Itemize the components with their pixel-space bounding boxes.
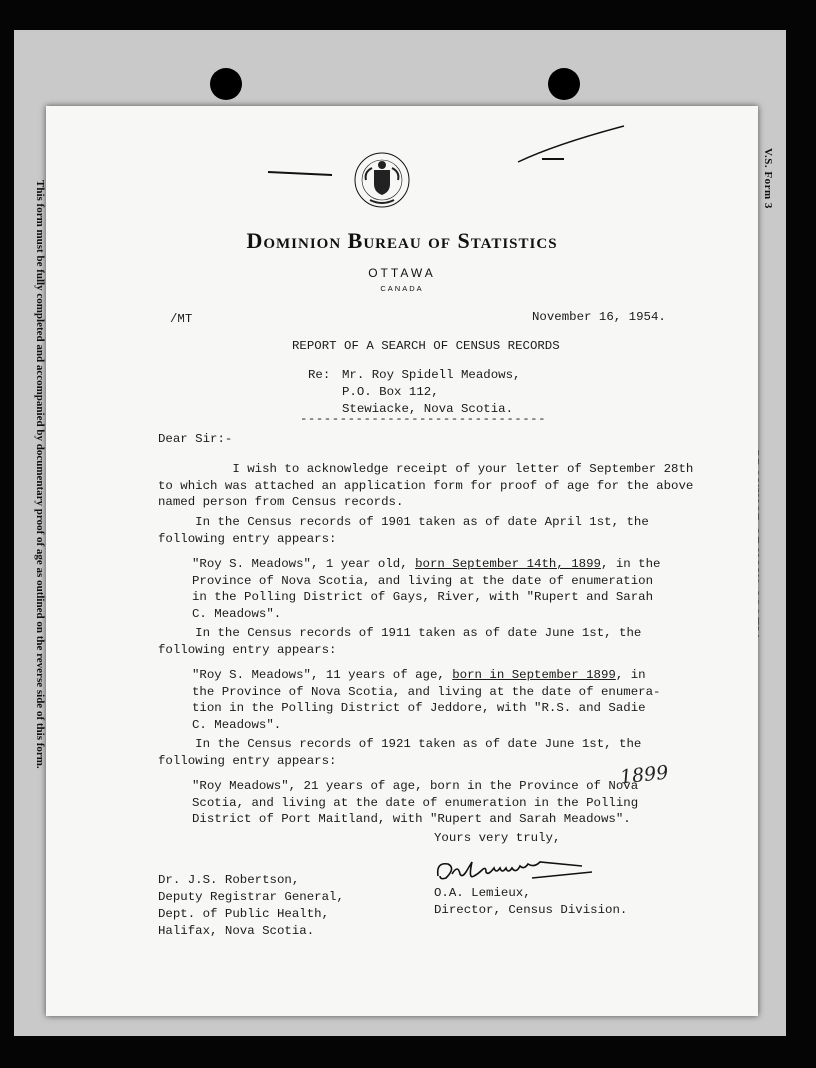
pen-mark-left [266,166,336,178]
salutation: Dear Sir:- [158,432,233,446]
letterhead-city: OTTAWA [368,266,436,280]
entry-1901-end: , in the Province of Nova Scotia, and living at the date of enumeration in the Polling District of Gays, River, with "Rupert and Sarah C. Meadows". [192,557,661,621]
paragraph-1901-entry [192,556,752,622]
paragraph-acknowledgement: I wish to acknowledge receipt of your letter of September 28th to which was attached an application form for proof of age for the above named person from Census records. [158,462,694,510]
handwritten-year-annotation: 1899 [618,761,670,789]
re-line-1: Mr. Roy Spidell Meadows, [342,368,521,382]
re-line-3: Stewiacke, Nova Scotia. [342,402,514,416]
recipient-line-3: Dept. of Public Health, [158,907,330,921]
signer-name: O.A. Lemieux, [434,886,531,900]
pen-mark-right [516,124,626,164]
report-title: REPORT OF A SEARCH OF CENSUS RECORDS [292,339,560,353]
form-number: V.S. Form 3 [762,148,774,209]
paragraph-1911-intro: In the Census records of 1911 taken as of date June 1st, the following entry appears: [158,626,642,657]
letterhead-country: CANADA [380,284,424,293]
signer-title: Director, Census Division. [434,903,628,917]
coat-of-arms-seal-icon [352,150,412,220]
paragraph-1921-entry: "Roy Meadows", 21 years of age, born in the Province of Nova Scotia, and living at the date of enumeration in the Polling District of Port Maitland, with "Rupert and Sarah Meadows". [192,779,639,827]
handwritten-signature [432,854,602,890]
letter-sheet [46,106,758,1016]
punch-hole-right [548,68,580,100]
entry-1911-birth-underlined: born in September 1899 [452,668,616,682]
recipient-line-2: Deputy Registrar General, [158,890,344,904]
entry-1901-birth-underlined: born September 14th, 1899 [415,557,601,571]
re-label: Re: [308,368,331,382]
entry-1901-start: "Roy S. Meadows", 1 year old, [192,557,416,571]
re-line-2: P.O. Box 112, [342,385,439,399]
punch-hole-left [210,68,242,100]
recipient-line-1: Dr. J.S. Robertson, [158,873,300,887]
form-instruction: This form must be fully completed and accompanied by documentary proof of age as outlined on the reverse side of this form. [34,180,46,769]
entry-1911-start: "Roy S. Meadows", 11 years of age, [192,668,453,682]
paragraph-1901-intro: In the Census records of 1901 taken as of date April 1st, the following entry appears: [158,515,649,546]
paragraph-1911-entry [192,667,752,733]
recipient-line-4: Halifax, Nova Scotia. [158,924,315,938]
entry-1911-end: , in the Province of Nova Scotia, and living at the date of enumera- tion in the Polling District of Jeddore, with "R.S. and Sadie C. Meadows". [192,668,661,732]
paragraph-1921-intro: In the Census records of 1921 taken as of date June 1st, the following entry appears: [158,737,642,768]
bureau-name: Dominion Bureau of Statistics [246,228,558,253]
letter-date: November 16, 1954. [532,310,666,324]
closing: Yours very truly, [434,831,561,845]
reference-initials: /MT [170,312,193,326]
divider-line: ------------------------------- [300,412,547,426]
pen-mark-dash [540,154,566,164]
